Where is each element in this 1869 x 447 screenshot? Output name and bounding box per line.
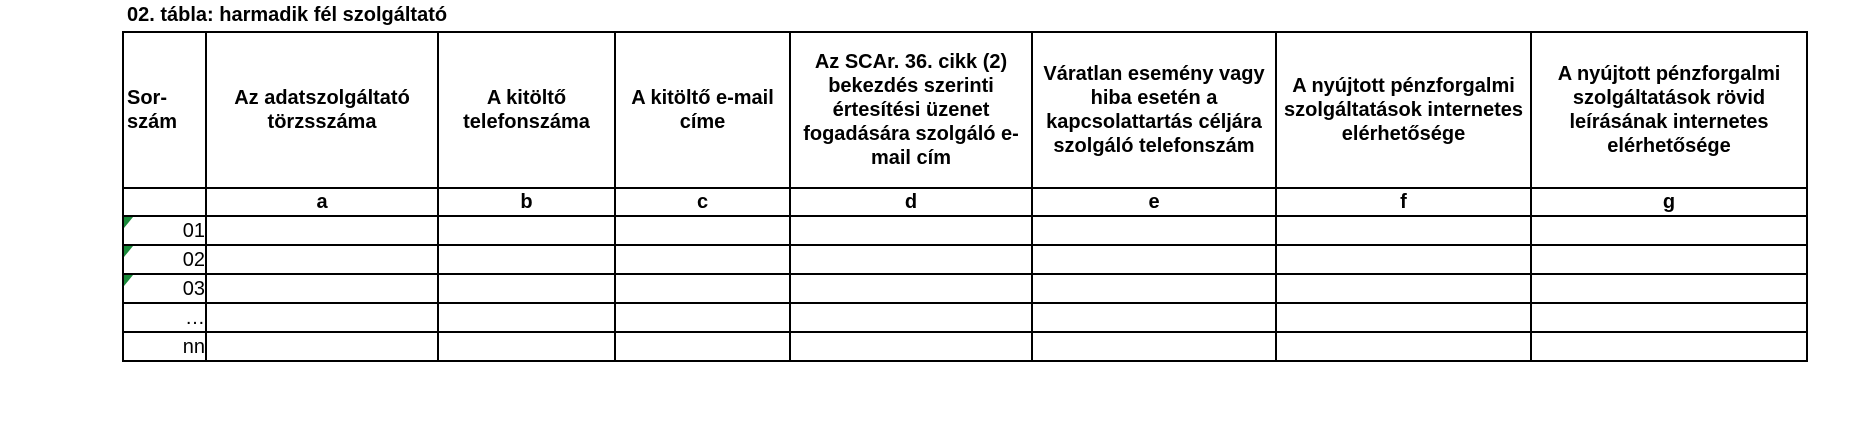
data-table <box>122 31 1808 362</box>
row-number: 03 <box>182 277 205 300</box>
table-cell[interactable] <box>1276 274 1531 303</box>
table-cell[interactable] <box>438 274 615 303</box>
table-cell[interactable] <box>438 245 615 274</box>
header-col-d: Az SCAr. 36. cikk (2) bekezdés szerinti értesítési üzenet fogadására szolgáló e-mail cím <box>790 32 1032 188</box>
table-cell[interactable] <box>1276 332 1531 361</box>
header-sorszam-label: Sor- szám <box>127 87 178 133</box>
row-number-cell <box>123 216 206 245</box>
table-cell[interactable] <box>790 332 1032 361</box>
table-cell[interactable] <box>1032 216 1276 245</box>
table-cell[interactable] <box>615 216 790 245</box>
table-cell[interactable] <box>1531 245 1807 274</box>
row-number-cell <box>123 303 206 332</box>
table-row <box>123 303 1807 332</box>
row-number: … <box>185 306 205 329</box>
table-cell[interactable] <box>206 332 438 361</box>
cell-note-marker-icon <box>124 217 133 228</box>
column-letter-row <box>123 188 1807 216</box>
table-cell[interactable] <box>615 303 790 332</box>
table-row <box>123 332 1807 361</box>
row-number: 01 <box>182 219 205 242</box>
table-cell[interactable] <box>615 245 790 274</box>
table-row <box>123 216 1807 245</box>
table-cell[interactable] <box>206 216 438 245</box>
header-col-a: Az adatszolgáltató törzsszáma <box>206 32 438 188</box>
header-col-b: A kitöltő telefonszáma <box>438 32 615 188</box>
table-row <box>123 245 1807 274</box>
table-cell[interactable] <box>790 216 1032 245</box>
table-cell[interactable] <box>1531 332 1807 361</box>
letter-cell-d: d <box>790 188 1032 216</box>
table-row <box>123 274 1807 303</box>
row-number-cell <box>123 274 206 303</box>
cell-note-marker-icon <box>124 275 133 286</box>
table-cell[interactable] <box>1531 274 1807 303</box>
letter-cell-f: f <box>1276 188 1531 216</box>
table-cell[interactable] <box>615 274 790 303</box>
letter-cell-c: c <box>615 188 790 216</box>
table-cell[interactable] <box>1032 245 1276 274</box>
table-cell[interactable] <box>1531 216 1807 245</box>
table-cell[interactable] <box>1032 332 1276 361</box>
table-cell[interactable] <box>206 245 438 274</box>
header-row <box>123 32 1807 188</box>
table-cell[interactable] <box>438 303 615 332</box>
row-number: 02 <box>182 248 205 271</box>
header-sorszam <box>123 32 206 188</box>
letter-cell-a: a <box>206 188 438 216</box>
table-title: 02. tábla: harmadik fél szolgáltató <box>127 4 448 26</box>
letter-cell-e: e <box>1032 188 1276 216</box>
cell-note-marker-icon <box>124 246 133 257</box>
header-col-e: Váratlan esemény vagy hiba esetén a kapcsolattartás céljára szolgáló telefonszám <box>1032 32 1276 188</box>
header-col-c: A kitöltő e-mail címe <box>615 32 790 188</box>
table-cell[interactable] <box>1531 303 1807 332</box>
row-number: nn <box>182 335 205 358</box>
table-cell[interactable] <box>615 332 790 361</box>
table-cell[interactable] <box>438 216 615 245</box>
table-cell[interactable] <box>206 303 438 332</box>
table-cell[interactable] <box>1276 245 1531 274</box>
letter-cell-g: g <box>1531 188 1807 216</box>
letter-cell-b: b <box>438 188 615 216</box>
table-cell[interactable] <box>790 303 1032 332</box>
letter-cell-empty <box>123 188 206 216</box>
table-cell[interactable] <box>1032 303 1276 332</box>
table-cell[interactable] <box>790 245 1032 274</box>
table-cell[interactable] <box>790 274 1032 303</box>
table-cell[interactable] <box>206 274 438 303</box>
header-col-f: A nyújtott pénzforgalmi szolgáltatások internetes elérhetősége <box>1276 32 1531 188</box>
table-cell[interactable] <box>1276 303 1531 332</box>
row-number-cell <box>123 332 206 361</box>
table-cell[interactable] <box>1276 216 1531 245</box>
table-cell[interactable] <box>438 332 615 361</box>
header-col-g: A nyújtott pénzforgalmi szolgáltatások rövid leírásának internetes elérhetősége <box>1531 32 1807 188</box>
row-number-cell <box>123 245 206 274</box>
table-cell[interactable] <box>1032 274 1276 303</box>
